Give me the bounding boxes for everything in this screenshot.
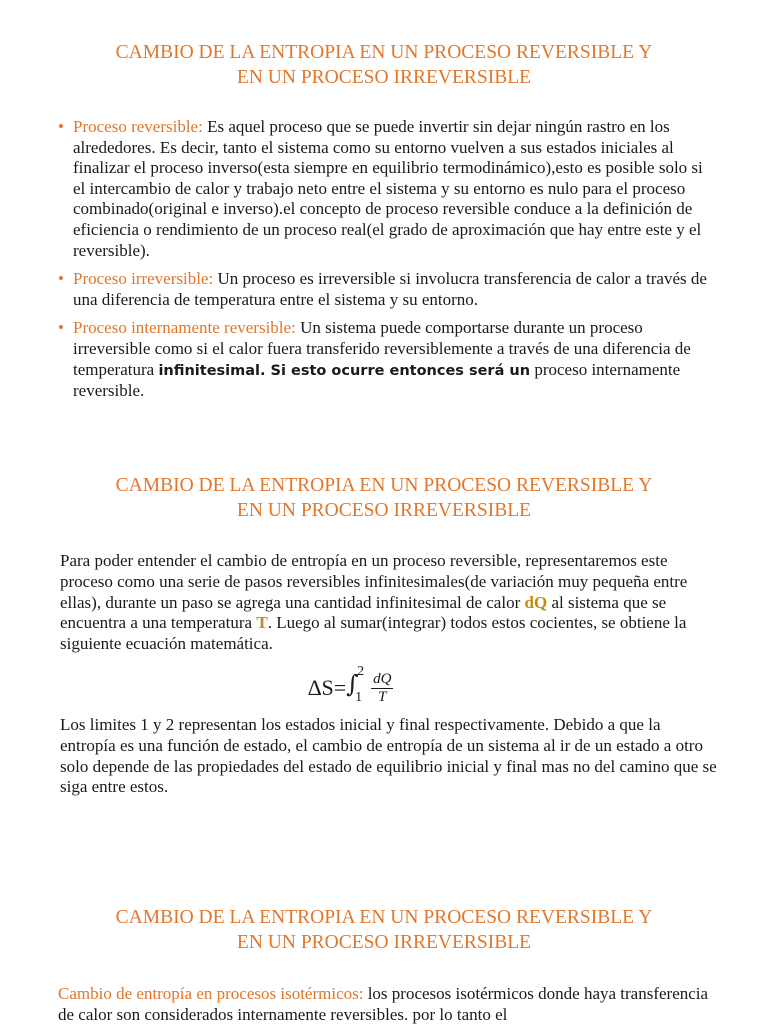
integral — [346, 664, 368, 708]
para1-text-b: al sistema que se encuentra a una temperatura — [60, 592, 667, 633]
slide3-text: los procesos isotérmicos donde haya transferencia de calor son considerados internamente reversibles. por lo tanto el — [58, 984, 709, 1024]
para1-text-a: Para poder entender el cambio de entropía en un proceso reversible, representaremos este proceso como una serie de pasos reversibles infinitesimales(de variación muy pequeña entre ellas), durante un paso se agrega una cantidad infinitesimal de calor — [60, 551, 688, 612]
equation-lhs: ∆S= — [308, 675, 347, 700]
para1-text-c: . Luego al sumar(integrar) todos estos cocientes, se obtiene la siguiente ecuación matemática. — [60, 613, 687, 654]
fraction-numerator: dQ — [373, 670, 392, 687]
bullet-internally-reversible — [58, 318, 718, 401]
dq-symbol: dQ — [524, 592, 548, 612]
bullet-irreversible — [58, 269, 718, 310]
slide3-title-line2: EN UN PROCESO IRREVERSIBLE — [236, 932, 532, 953]
slide3-paragraph — [58, 984, 718, 1026]
slide1-title-line1: CAMBIO DE LA ENTROPIA EN UN PROCESO REVERSIBLE Y — [115, 42, 653, 63]
bullet-reversible — [58, 117, 718, 261]
entropy-equation — [308, 664, 393, 712]
slide2-title — [40, 473, 728, 523]
integral-upper-limit: 2 — [357, 664, 365, 679]
bullet-bold-text: infinitesimal. Si esto ocurre entonces será un — [158, 362, 531, 379]
fraction — [371, 671, 393, 706]
slide1-bullet-list — [58, 117, 718, 410]
slide2-paragraph-1 — [60, 551, 720, 655]
bullet-term: Proceso reversible: — [73, 117, 203, 136]
slide2-title-line1: CAMBIO DE LA ENTROPIA EN UN PROCESO REVERSIBLE Y — [115, 475, 653, 496]
bullet-term: Proceso internamente reversible: — [73, 318, 296, 338]
slide2-paragraph-2 — [60, 715, 720, 798]
bullet-dot-icon: • — [58, 269, 64, 289]
integral-lower-limit: 1 — [355, 690, 363, 705]
t-symbol: T — [256, 613, 268, 633]
integral-sign: ∫ — [346, 670, 359, 698]
bullet-text: Un proceso es irreversible si involucra transferencia de calor a través de una diferencia de temperatura entre el sistema y su entorno. — [73, 269, 707, 309]
slide1-title-line2: EN UN PROCESO IRREVERSIBLE — [236, 67, 532, 88]
slide3-term: Cambio de entropía en procesos isotérmicos: — [58, 984, 364, 1003]
bullet-text: Es aquel proceso que se puede invertir sin dejar ningún rastro en los alrededores. Es decir, tanto el sistema como su entorno vuelven a sus estados iniciales al finalizar el proceso inverso(esta siempre en equilibrio termodinámico),esto es posible solo si el intercambio de calor y trabajo neto entre el sistema y su entorno es nulo para el proceso combinado(original e inverso).el concepto de proceso reversible conduce a la definición de eficiencia o rendimiento de un proceso real(el grado de aproximación que hay entre este y el reversible). — [73, 117, 703, 260]
bullet-dot-icon: • — [58, 318, 64, 338]
bullet-tail-text: proceso internamente reversible. — [73, 359, 681, 401]
bullet-dot-icon: • — [58, 117, 64, 136]
bullet-term: Proceso irreversible: — [73, 269, 214, 289]
slide3-title — [40, 905, 728, 955]
para2-text: Los limites 1 y 2 representan los estados inicial y final respectivamente. Debido a que la entropía es una función de estado, el cambio de entropía de un sistema al ir de un estado a otro solo depende de las propiedades del estado de equilibrio inicial y final mas no del camino que se siga entre estos. — [60, 715, 717, 797]
slide1-title — [40, 40, 728, 90]
bullet-text: Un sistema puede comportarse durante un proceso irreversible como si el calor fuera transferido reversiblemente a través de una diferencia de temperatura — [73, 318, 691, 379]
fraction-denominator: T — [378, 688, 387, 705]
slide2-title-line2: EN UN PROCESO IRREVERSIBLE — [236, 500, 532, 521]
slide3-title-line1: CAMBIO DE LA ENTROPIA EN UN PROCESO REVERSIBLE Y — [115, 907, 653, 928]
